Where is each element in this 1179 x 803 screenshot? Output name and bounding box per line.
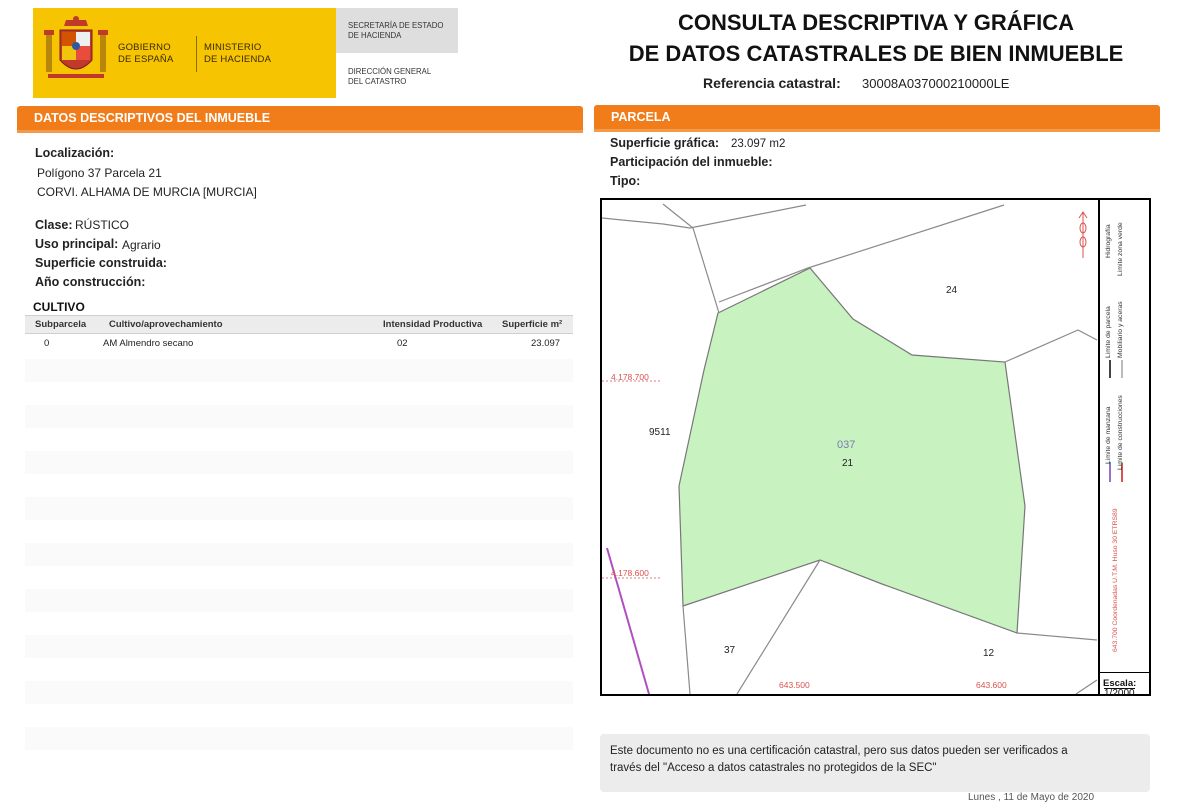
- col-superficie: Superficie m²: [502, 319, 563, 330]
- parcel-map: [602, 200, 1098, 694]
- participacion-label: Participación del inmueble:: [610, 155, 773, 169]
- superficie-grafica-value: 23.097 m2: [731, 138, 786, 150]
- section-header-datos: DATOS DESCRIPTIVOS DEL INMUEBLE: [17, 106, 583, 130]
- section-underline: [594, 129, 1160, 132]
- legend-limite-construcciones: Limite de construcciones: [1117, 395, 1124, 470]
- table-stripe: [25, 405, 573, 428]
- neighbor-label-9511: 9511: [649, 427, 671, 438]
- table-header: [25, 315, 573, 334]
- boundary-line: [690, 205, 806, 228]
- cell-superficie: 23.097: [531, 338, 561, 349]
- section-underline: [17, 130, 583, 133]
- uso-principal-label: Uso principal:: [35, 237, 119, 251]
- y-coord-label: 4.178.600: [611, 568, 649, 578]
- page-title-line2: DE DATOS CATASTRALES DE BIEN INMUEBLE: [628, 41, 1124, 66]
- table-stripe: [25, 497, 573, 520]
- disclaimer-line1: Este documento no es una certificación catastral, pero sus datos pueden ser verificados a: [610, 745, 1068, 757]
- tipo-label: Tipo:: [610, 174, 641, 188]
- col-intensidad: Intensidad Productiva: [383, 319, 483, 330]
- table-stripe: [25, 681, 573, 704]
- anio-construccion-label: Año construcción:: [35, 275, 146, 289]
- ref-catastral-label: Referencia catastral:: [703, 75, 841, 91]
- boundary-line: [683, 606, 690, 694]
- direccion-catastro-text: DIRECCIÓN GENERAL DEL CATASTRO: [348, 67, 432, 86]
- y-coord-label: 4.178.700: [611, 372, 649, 382]
- table-stripe: [25, 727, 573, 750]
- col-cultivo: Cultivo/aprovechamiento: [109, 319, 223, 330]
- cultivo-table: [25, 315, 573, 785]
- cell-intensidad: 02: [397, 338, 408, 349]
- boundary-line: [1076, 680, 1097, 694]
- table-stripe: [25, 589, 573, 612]
- neighbor-label-12: 12: [983, 648, 995, 659]
- localizacion-line1: Polígono 37 Parcela 21: [37, 166, 162, 180]
- table-stripe: [25, 543, 573, 566]
- table-stripe: [25, 359, 573, 382]
- boundary-line: [1017, 633, 1097, 640]
- parcel-label: 21: [842, 458, 854, 469]
- table-stripe: [25, 451, 573, 474]
- cell-cultivo: AM Almendro secano: [103, 338, 194, 349]
- escala-value: 1/2000: [1104, 688, 1135, 699]
- section-header-parcela: PARCELA: [594, 105, 1160, 129]
- localizacion-label: Localización:: [35, 146, 115, 160]
- clase-value: RÚSTICO: [75, 218, 129, 232]
- cultivo-label: CULTIVO: [33, 300, 85, 314]
- superficie-construida-label: Superficie construida:: [35, 256, 167, 270]
- localizacion-line2: CORVI. ALHAMA DE MURCIA [MURCIA]: [37, 185, 257, 199]
- table-stripe: [25, 635, 573, 658]
- disclaimer-box: [600, 734, 1150, 792]
- disclaimer-line2: través del "Acceso a datos catastrales no protegidos de la SEC": [610, 762, 937, 774]
- legend-hidrografia: Hidrografía: [1105, 224, 1112, 258]
- coat-of-arms-icon: [42, 16, 110, 86]
- superficie-grafica-label: Superficie gráfica:: [610, 136, 720, 150]
- legend-limite-manzana: Limite de manzana: [1105, 406, 1112, 464]
- neighbor-label-37: 37: [724, 645, 736, 656]
- boundary-line: [719, 205, 1004, 302]
- ministerio-hacienda-text: MINISTERIO DE HACIENDA: [204, 42, 272, 65]
- cell-subparcela: 0: [44, 338, 50, 349]
- ref-catastral-value: 30008A037000210000LE: [862, 76, 1010, 91]
- uso-principal-value: Agrario: [122, 238, 161, 252]
- escala-label: Escala:: [1103, 678, 1137, 689]
- legend-limite-parcela: Limite de parcela: [1105, 306, 1112, 358]
- boundary-line: [602, 218, 690, 228]
- escala-divider: [1098, 672, 1149, 673]
- secretaria-estado-text: SECRETARÍA DE ESTADO DE HACIENDA: [348, 21, 444, 40]
- boundary-line: [663, 204, 719, 313]
- x-coord-label: 643.600: [976, 680, 1007, 690]
- footer-date: Lunes , 11 de Mayo de 2020: [968, 792, 1095, 803]
- north-arrow-icon: [1079, 212, 1087, 258]
- clase-label: Clase:: [35, 218, 73, 232]
- gobierno-espana-text: GOBIERNO DE ESPAÑA: [118, 42, 174, 65]
- neighbor-label-24: 24: [946, 285, 958, 296]
- polygon-label: 037: [837, 439, 856, 451]
- page-title-line1: CONSULTA DESCRIPTIVA Y GRÁFICA: [677, 10, 1075, 35]
- x-coord-label: 643.500: [779, 680, 810, 690]
- boundary-line: [1005, 330, 1097, 362]
- col-subparcela: Subparcela: [35, 319, 87, 330]
- logo-divider: [196, 36, 197, 72]
- legend-mobiliario: Mobiliario y aceras: [1117, 301, 1124, 358]
- legend-limite-verde: Limite zona verde: [1117, 222, 1124, 276]
- legend-coord-note: 643.700 Coordenadas U.T.M. Huso 30 ETRS89: [1112, 508, 1119, 652]
